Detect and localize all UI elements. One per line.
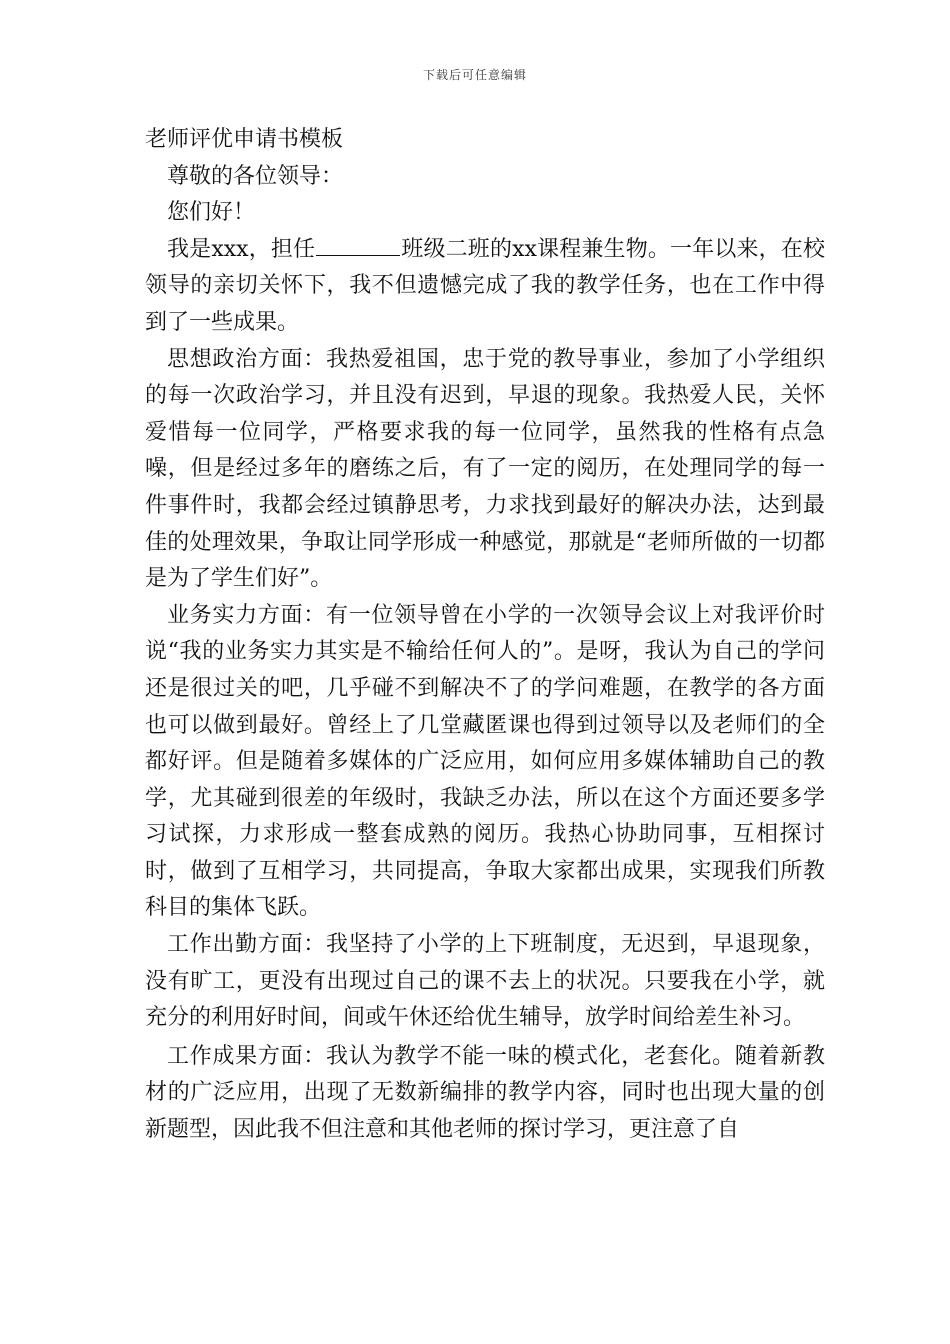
intro-text-before-blank: 我是xxx，担任 [167,236,316,262]
intro-paragraph [145,232,825,342]
fill-in-blank [316,235,400,256]
document-title: 老师评优申请书模板 [145,127,344,152]
header-note: 下载后可任意编辑 [422,68,527,82]
paragraph-results: 工作成果方面：我认为教学不能一味的模式化，老套化。随着新教材的广泛应用，出现了无数新编排的教学内容，同时也出现大量的创新题型，因此我不但注意和其他老师的探讨学习，更注意了自 [145,1043,825,1143]
paragraph-ability: 业务实力方面：有一位领导曾在小学的一次领导会议上对我评价时说“我的业务实力其实是不输给任何人的”。是呀，我认为自己的学问还是很过关的吧，几乎碰不到解决不了的学问难题，在教学的各方面也可以做到最好。曾经上了几堂藏匿课也得到过领导以及老师们的全都好评。但是随着多媒体的广泛应用，如何应用多媒体辅助自己的教学，尤其碰到很差的年级时，我缺乏办法，所以在这个方面还要多学习试探，力求形成一整套成熟的阅历。我热心协助同事，互相探讨时，做到了互相学习，共同提高，争取大家都出成果，实现我们所教科目的集体飞跃。 [145,602,825,921]
paragraph-attendance: 工作出勤方面：我坚持了小学的上下班制度，无迟到，早退现象，没有旷工，更没有出现过自己的课不去上的状况。只要我在小学，就充分的利用好时间，间或午休还给优生辅导，放学时间给差生补习。 [145,932,825,1031]
salutation: 尊敬的各位领导： [167,163,344,189]
paragraph-politics: 思想政治方面：我热爱祖国，忠于党的教导事业，参加了小学组织的每一次政治学习，并且没有迟到，早退的现象。我热爱人民，关怀爱惜每一位同学，严格要求我的每一位同学，虽然我的性格有点急噪，但是经过多年的磨练之后，有了一定的阅历，在处理同学的每一件事件时，我都会经过镇静思考，力求找到最好的解决办法，达到最佳的处理效果，争取让同学形成一种感觉，那就是“老师所做的一切都是为了学生们好”。 [145,346,825,592]
greeting: 您们好！ [167,200,256,226]
intro-text-after-blank: 班级二班的xx课程兼生物。一年以来，在校领导的亲切关怀下，我不但遗憾完成了我的教学任务，也在工作中得到了一些成果。 [145,236,825,335]
document-body [145,122,825,1149]
